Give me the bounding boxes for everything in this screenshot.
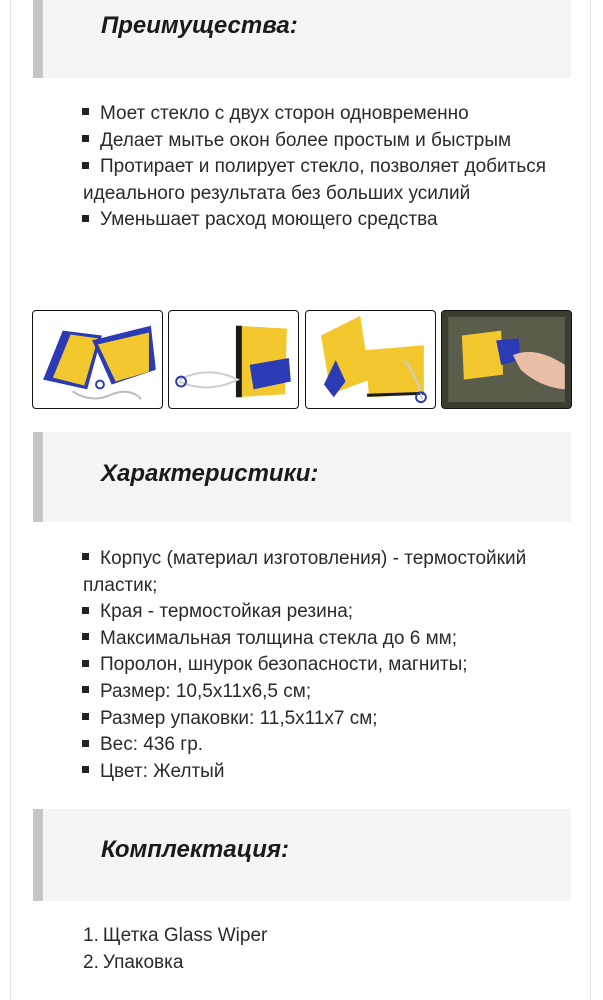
bullet-icon	[82, 740, 89, 747]
specs-header	[33, 432, 571, 522]
specs-title: Характеристики:	[101, 460, 319, 487]
list-item: Края - термостойкая резина;	[83, 599, 563, 626]
list-item: Корпус (материал изготовления) - термостойкий пластик;	[83, 548, 527, 596]
advantages-list	[83, 101, 563, 234]
list-item: Вес: 436 гр.	[83, 732, 563, 759]
package-title: Комплектация:	[101, 836, 290, 863]
bullet-icon	[82, 553, 89, 560]
specs-list	[83, 546, 563, 785]
package-header	[33, 809, 571, 901]
product-photo-brush-pair[interactable]	[32, 310, 163, 409]
product-photo-brush-with-cord[interactable]	[168, 310, 299, 409]
bullet-icon	[82, 215, 89, 222]
list-item: Протирает и полирует стекло, позволяет добиться идеального результата без больших усилий	[83, 156, 547, 204]
list-item: 1. Щетка Glass Wiper	[83, 925, 268, 946]
list-item: Моет стекло с двух сторон одновременно	[83, 101, 563, 128]
bullet-icon	[82, 686, 89, 693]
bullet-icon	[82, 607, 89, 614]
list-item: Поролон, шнурок безопасности, магниты;	[83, 652, 563, 679]
product-photo-brush-on-window[interactable]	[441, 310, 572, 409]
bullet-icon	[82, 162, 89, 169]
advantages-title: Преимущества:	[101, 12, 298, 39]
list-item: 2. Упаковка	[83, 951, 184, 973]
list-item: Делает мытье окон более простым и быстрым	[83, 128, 563, 155]
list-item: Уменьшает расход моющего средства	[83, 207, 563, 234]
list-item: Размер упаковки: 11,5х11х7 см;	[83, 706, 563, 733]
bullet-icon	[82, 108, 89, 115]
list-item: Размер: 10,5х11х6,5 см;	[83, 679, 563, 706]
product-photo-brush-open[interactable]	[305, 310, 436, 409]
advantages-header	[33, 0, 571, 78]
bullet-icon	[82, 633, 89, 640]
list-item: Цвет: Желтый	[83, 759, 563, 786]
product-gallery	[32, 310, 572, 410]
bullet-icon	[82, 660, 89, 667]
package-list	[83, 923, 563, 976]
bullet-icon	[82, 766, 89, 773]
bullet-icon	[82, 135, 89, 142]
list-item: Максимальная толщина стекла до 6 мм;	[83, 626, 563, 653]
bullet-icon	[82, 713, 89, 720]
